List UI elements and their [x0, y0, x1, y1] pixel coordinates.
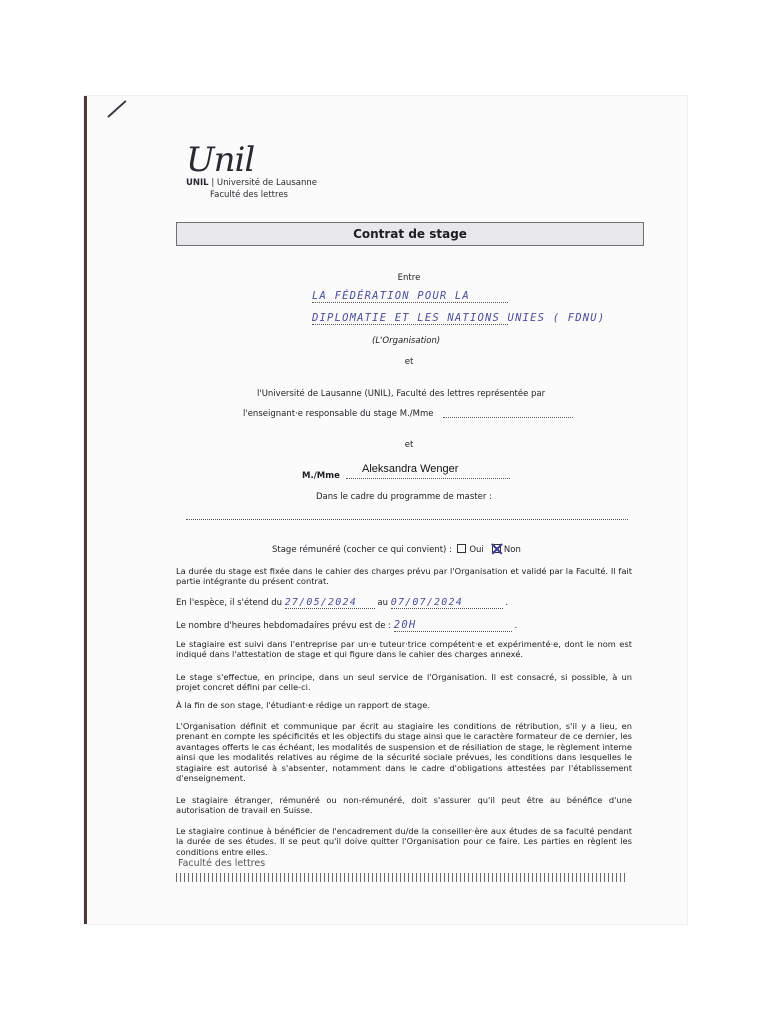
student-fill-line: [346, 478, 510, 479]
org-fill-line-2: [312, 324, 508, 325]
org-fill-line-1: [312, 302, 508, 303]
organisation-name-line1[interactable]: LA FÉDÉRATION POUR LA: [312, 290, 470, 302]
student-prefix: M./Mme: [302, 471, 340, 481]
period-middle: au: [377, 598, 389, 608]
university-line: l'Université de Lausanne (UNIL), Faculté des lettres représentée par: [257, 389, 546, 399]
teacher-label: l'enseignant·e responsable du stage M./Mme: [243, 409, 434, 419]
contract-title: Contrat de stage: [176, 222, 644, 246]
option-oui-label: Oui: [469, 545, 484, 555]
faculty-name: Faculté des lettres: [210, 190, 288, 200]
unil-acronym: UNIL: [186, 178, 209, 188]
barcode: [176, 873, 626, 882]
hours-field[interactable]: 20H: [394, 619, 512, 632]
and-label-2: et: [404, 440, 414, 450]
unil-logo-text: [186, 178, 317, 188]
period-suffix: .: [505, 598, 509, 608]
organisation-name-line2[interactable]: DIPLOMATIE ET LES NATIONS UNIES ( FDNU): [312, 312, 606, 324]
program-field[interactable]: [186, 519, 628, 520]
paragraph-conditions: L'Organisation définit et communique par écrit au stagiaire les conditions de rétribution, s'il y a lieu, en prenant en compte les spécificités et les objectifs du stage ainsi que le caractère formateur de ce dernier, les avantages offerts le cas échéant, les modalités de suspension et de résiliation de stage, le règlement interne ainsi que les modalités relatives au régime de la sécurité sociale prévues, les conditions dans lesquelles le stagiaire est autorisé à s'absenter, notamment dans le cadre d'obligations attestées par l'établissement d'enseignement.: [176, 721, 632, 784]
option-non-label: Non: [503, 545, 521, 555]
hours-line: [176, 619, 517, 632]
organisation-caption: (L'Organisation): [372, 336, 441, 346]
duration-paragraph: La durée du stage est fixée dans le cahier des charges prévu par l'Organisation et validé par la Faculté. Il fait partie intégrante du présent contrat.: [176, 566, 632, 587]
and-label-1: et: [404, 357, 414, 367]
paragraph-tutor: Le stagiaire est suivi dans l'entreprise par un·e tuteur·trice compétent·e et expérimenté·e, dont le nom est indiqué dans l'attestation de stage et qui figure dans le cahier des charges annexé.: [176, 639, 632, 660]
teacher-name-field[interactable]: [443, 417, 573, 418]
end-date-field[interactable]: 07/07/2024: [391, 597, 503, 609]
footer-faculty: Faculté des lettres: [178, 858, 266, 869]
university-name: | Université de Lausanne: [211, 178, 317, 188]
remuneration-row: [272, 544, 521, 555]
paragraph-service: Le stage s'effectue, en principe, dans un seul service de l'Organisation. Il est consacré, si possible, à un projet concret défini par celle-ci.: [176, 672, 632, 693]
hours-label: Le nombre d'heures hebdomadaires prévu est de :: [176, 621, 392, 631]
checkbox-oui[interactable]: [457, 544, 466, 553]
checkbox-non-checked[interactable]: [492, 544, 501, 553]
program-label: Dans le cadre du programme de master :: [316, 492, 492, 502]
period-line: [176, 597, 508, 609]
start-date-field[interactable]: 27/05/2024: [285, 597, 375, 609]
hours-suffix: .: [514, 621, 518, 631]
period-prefix: En l'espèce, il s'étend du: [176, 598, 282, 608]
student-name-field[interactable]: Aleksandra Wenger: [362, 463, 459, 475]
paragraph-foreign: Le stagiaire étranger, rémunéré ou non-rémunéré, doit s'assurer qu'il peut être au bénéfice d'une autorisation de travail en Suisse.: [176, 795, 632, 816]
paragraph-advisor: Le stagiaire continue à bénéficier de l'encadrement du/de la conseiller·ère aux études de sa faculté pendant la durée de ses études. Il se peut qu'il doive quitter l'Organisation pour ce faire. Les parties en règlent les conditions entre elles.: [176, 826, 632, 857]
remuneration-label: Stage rémunéré (cocher ce qui convient) :: [272, 545, 452, 555]
paragraph-report: À la fin de son stage, l'étudiant·e rédige un rapport de stage.: [176, 700, 430, 710]
between-label: Entre: [397, 273, 421, 283]
unil-logo-script: Unil: [186, 140, 255, 180]
